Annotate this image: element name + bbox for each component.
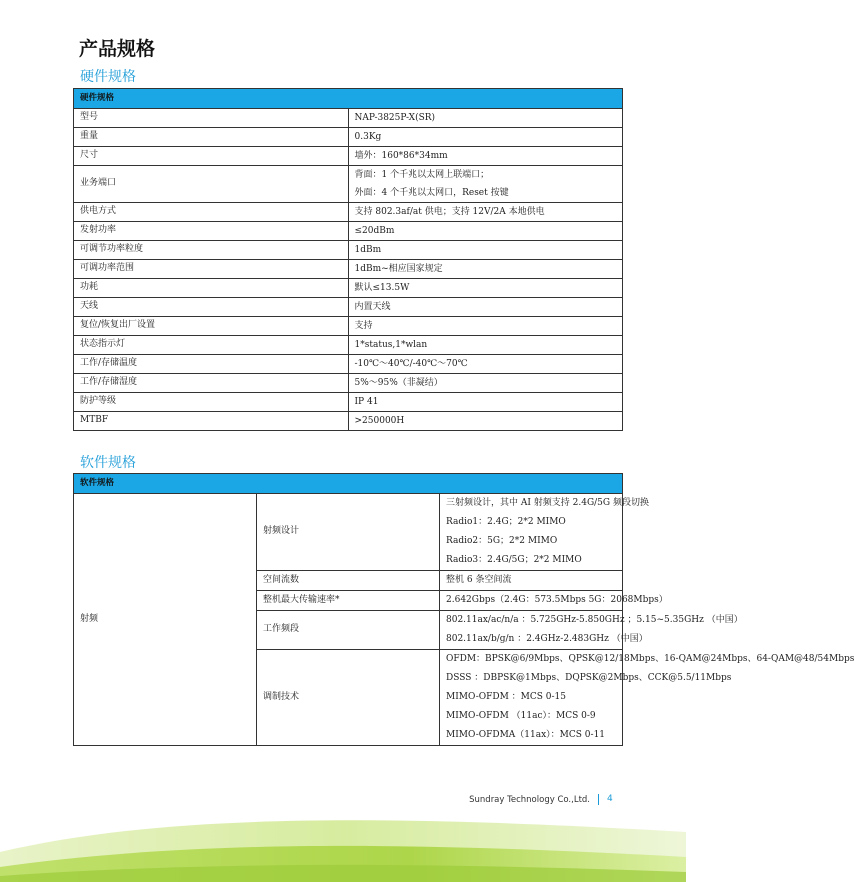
spec-value-line: 0.3Kg [354, 132, 382, 142]
page-title: 产品规格 [79, 38, 156, 60]
spec-value-line: 三射频设计，其中 AI 射频支持 2.4G/5G 频段切换 [446, 498, 649, 508]
page-number: 4 [607, 794, 613, 804]
spec-value-line: DSSS ：DBPSK@1Mbps、DQPSK@2Mbps、CCK@5.5/11Mbps [446, 673, 732, 683]
table-header-row [74, 89, 623, 109]
footer-company: Sundray Technology Co.,Ltd. [469, 795, 590, 805]
spec-value [348, 279, 623, 298]
spec-label: MTBF [74, 412, 349, 431]
spec-label: 射频设计 [257, 494, 440, 571]
table-row [74, 298, 623, 317]
group-label: 射频 [74, 494, 257, 746]
table-row [74, 279, 623, 298]
spec-label: 可调节功率粒度 [74, 241, 349, 260]
table-row [74, 260, 623, 279]
spec-value-line: Radio3：2.4G/5G；2*2 MIMO [446, 555, 582, 565]
spec-value [440, 494, 649, 571]
spec-value [348, 222, 623, 241]
spec-label: 功耗 [74, 279, 349, 298]
table-header: 硬件规格 [74, 89, 623, 109]
spec-value [348, 298, 623, 317]
software-spec-table [73, 473, 854, 746]
spec-value-line: 墙外：160*86*34mm [354, 151, 448, 161]
spec-value-line: IP 41 [354, 397, 379, 407]
table-row [74, 241, 623, 260]
spec-value-line: 外面：4 个千兆以太网口，Reset 按键 [354, 188, 509, 198]
spec-value-line: 802.11ax/ac/n/a ：5.725GHz-5.850GHz ；5.15~5.35GHz （中国） [446, 615, 743, 625]
spec-value-line: Radio1：2.4G；2*2 MIMO [446, 517, 566, 527]
spec-value [348, 128, 623, 147]
spec-value-line: OFDM：BPSK@6/9Mbps、QPSK@12/18Mbps、16-QAM@24Mbps、64-QAM@48/54Mbps [446, 654, 854, 664]
table-header-row [74, 474, 623, 494]
spec-value-line: MIMO-OFDM （11ac）：MCS 0-9 [446, 711, 596, 721]
spec-label: 供电方式 [74, 203, 349, 222]
table-row [74, 147, 623, 166]
spec-value [440, 571, 623, 591]
spec-value-line: 2.642Gbps（2.4G：573.5Mbps 5G：2068Mbps） [446, 595, 668, 605]
table-row [74, 166, 623, 203]
spec-value [440, 591, 668, 611]
spec-value [348, 317, 623, 336]
table-row [74, 374, 623, 393]
spec-value [348, 412, 623, 431]
table-header: 软件规格 [74, 474, 623, 494]
spec-value [348, 336, 623, 355]
spec-value-line: -10℃～40℃/-40℃～70℃ [354, 359, 468, 369]
spec-label: 工作/存储温度 [74, 355, 349, 374]
spec-value-line: 支持 802.3af/at 供电；支持 12V/2A 本地供电 [354, 207, 545, 217]
spec-value-line: MIMO-OFDM ：MCS 0-15 [446, 692, 566, 702]
footer-separator [598, 794, 599, 805]
spec-value [348, 166, 623, 203]
table-row [74, 222, 623, 241]
software-section-title: 软件规格 [80, 455, 136, 471]
spec-value-line: 背面：1 个千兆以太网上联端口； [354, 170, 490, 180]
spec-value-line: 内置天线 [354, 302, 391, 312]
table-row [74, 494, 623, 571]
spec-label: 空间流数 [257, 571, 440, 591]
spec-label: 天线 [74, 298, 349, 317]
spec-value [348, 147, 623, 166]
spec-label: 防护等级 [74, 393, 349, 412]
spec-label: 状态指示灯 [74, 336, 349, 355]
spec-value [348, 393, 623, 412]
spec-value [348, 355, 623, 374]
spec-label: 重量 [74, 128, 349, 147]
hardware-section-title: 硬件规格 [80, 69, 136, 85]
table-row [74, 109, 623, 128]
spec-value-line: 默认≤13.5W [354, 283, 410, 293]
spec-value-line: >250000H [354, 416, 405, 426]
spec-label: 型号 [74, 109, 349, 128]
spec-value-line: 整机 6 条空间流 [446, 575, 512, 585]
spec-value-line: MIMO-OFDMA（11ax）：MCS 0-11 [446, 730, 606, 740]
spec-label: 可调功率范围 [74, 260, 349, 279]
table-row [74, 203, 623, 222]
spec-label: 工作/存储湿度 [74, 374, 349, 393]
spec-value-line: ≤20dBm [354, 226, 395, 236]
spec-label: 业务端口 [74, 166, 349, 203]
spec-value [348, 260, 623, 279]
spec-value [348, 374, 623, 393]
spec-value [348, 109, 623, 128]
spec-label: 工作频段 [257, 611, 440, 650]
table-row [74, 412, 623, 431]
spec-label: 发射功率 [74, 222, 349, 241]
hardware-spec-table [73, 88, 623, 431]
spec-value-line: NAP-3825P-X(SR) [354, 113, 436, 123]
spec-label: 复位/恢复出厂设置 [74, 317, 349, 336]
spec-label: 尺寸 [74, 147, 349, 166]
spec-value [440, 611, 743, 650]
spec-value-line: 5%～95%（非凝结） [354, 378, 443, 388]
table-row [74, 128, 623, 147]
footer-wave-decoration [0, 812, 686, 882]
table-row [74, 336, 623, 355]
spec-value-line: 1dBm [354, 245, 382, 255]
spec-value-line: 支持 [354, 321, 373, 331]
spec-value-line: 1*status,1*wlan [354, 340, 428, 350]
spec-value-line: 1dBm~相应国家规定 [354, 264, 443, 274]
spec-value [440, 650, 854, 746]
table-row [74, 317, 623, 336]
spec-value-line: Radio2：5G；2*2 MIMO [446, 536, 558, 546]
spec-value-line: 802.11ax/b/g/n ：2.4GHz-2.483GHz （中国） [446, 634, 648, 644]
spec-value [348, 241, 623, 260]
spec-label: 调制技术 [257, 650, 440, 746]
spec-value [348, 203, 623, 222]
spec-label: 整机最大传输速率* [257, 591, 440, 611]
table-row [74, 355, 623, 374]
table-row [74, 393, 623, 412]
